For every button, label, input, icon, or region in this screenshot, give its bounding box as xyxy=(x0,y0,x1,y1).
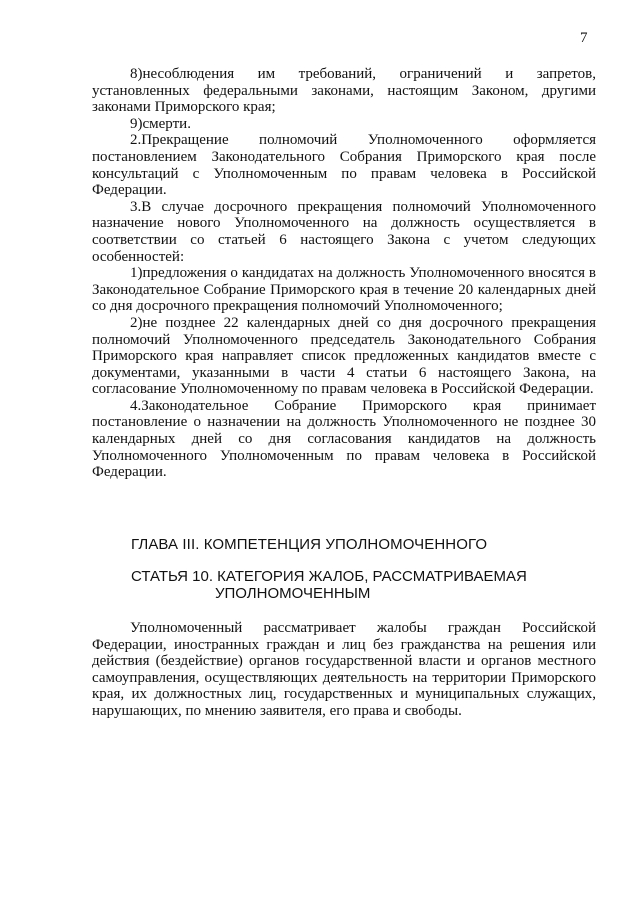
paragraph-item-2: 2)не позднее 22 календарных дней со дня досрочного прекращения полномочий Уполномоченного председатель Законодательного Собрания Приморского края направляет список предложенных кандидатов вместе с документами, указанными в части 4 статьи 6 настоящего Закона, на согласование Уполномоченному по правам человека в Российской Федерации. xyxy=(92,314,596,398)
chapter-heading: ГЛАВА III. КОМПЕТЕНЦИЯ УПОЛНОМОЧЕННОГО xyxy=(131,536,488,553)
law-text-block xyxy=(92,66,596,481)
article-paragraph: Уполномоченный рассматривает жалобы граждан Российской Федерации, иностранных граждан и лиц без гражданства на решения или действия (бездействие) органов государственной власти и органов местного самоуправления, осуществляющих деятельность на территории Приморского края, их должностных лиц, государственных и муниципальных служащих, нарушающих, по мнению заявителя, его права и свободы. xyxy=(92,620,596,719)
page-number: 7 xyxy=(580,30,588,46)
article-heading-line-1: СТАТЬЯ 10. КАТЕГОРИЯ ЖАЛОБ, РАССМАТРИВАЕМАЯ xyxy=(131,568,527,585)
paragraph-item-1: 1)предложения о кандидатах на должность Уполномоченного вносятся в Законодательное Собрание Приморского края в течение 20 календарных дней со дня досрочного прекращения полномочий Уполномоченного; xyxy=(92,265,596,315)
paragraph-item-9: 9)смерти. xyxy=(130,115,191,132)
paragraph-part-4: 4.Законодательное Собрание Приморского края принимает постановление о назначении на должность Уполномоченного не позднее 30 календарных дней со дня согласования кандидатов на должность Уполномоченного Уполномоченным по правам человека в Российской Федерации. xyxy=(92,397,596,481)
article-heading xyxy=(131,568,571,602)
paragraph-part-2: 2.Прекращение полномочий Уполномоченного оформляется постановлением Законодательного Собрания Приморского края после консультаций с Уполномоченным по правам человека в Российской Федерации. xyxy=(92,132,596,199)
article-text-block xyxy=(92,620,596,720)
paragraph-item-8: 8)несоблюдения им требований, ограничений и запретов, установленных федеральными законами, настоящим Законом, другими законами Приморского края; xyxy=(92,66,596,116)
paragraph-part-3: 3.В случае досрочного прекращения полномочий Уполномоченного назначение нового Уполномоченного на должность осуществляется в соответствии со статьей 6 настоящего Закона с учетом следующих особенностей: xyxy=(92,198,596,265)
article-heading-line-2: УПОЛНОМОЧЕННЫМ xyxy=(215,585,371,602)
